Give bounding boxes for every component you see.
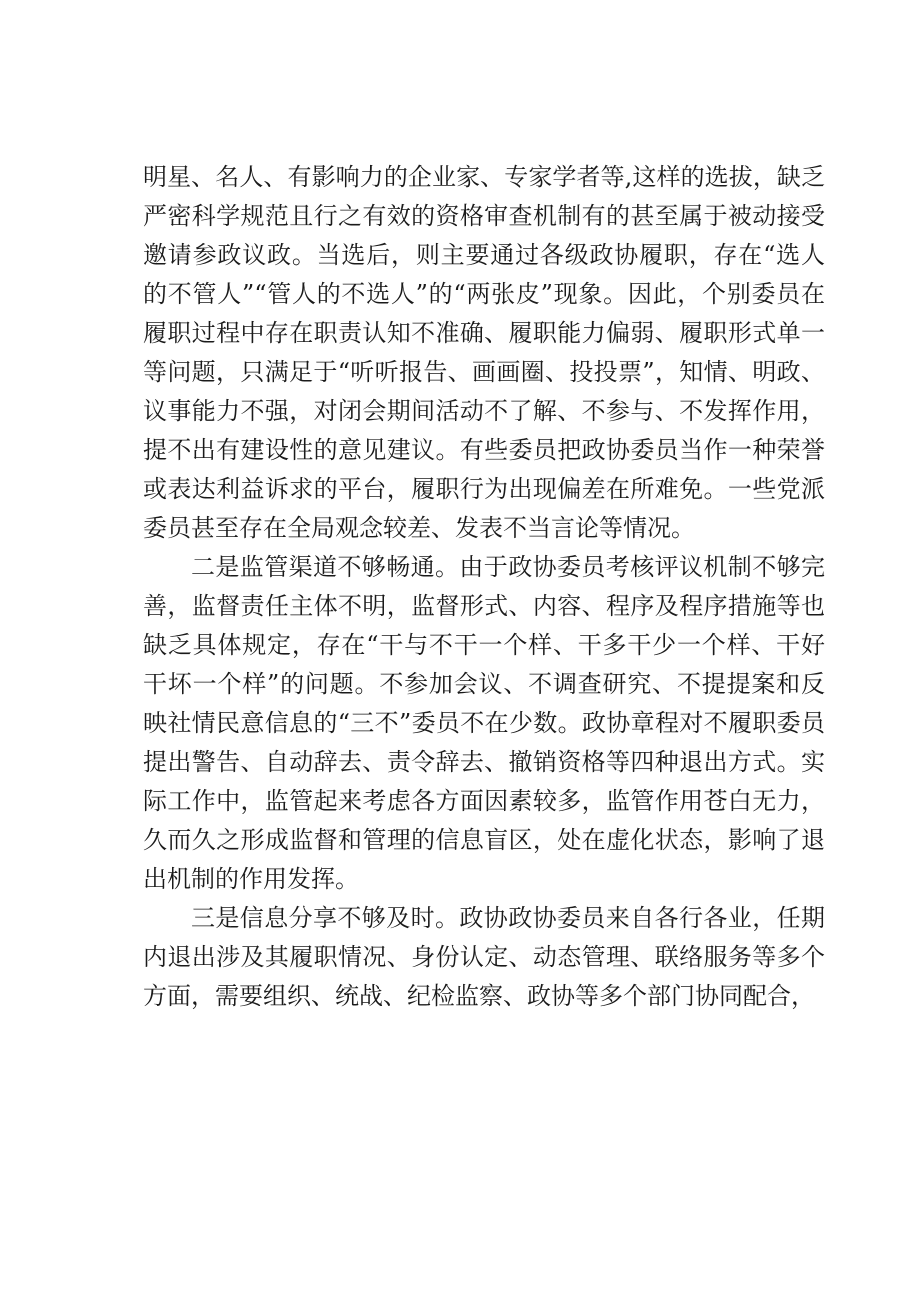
document-body: [143, 158, 825, 1016]
paragraph-supervision-channels: 二是监管渠道不够畅通。由于政协委员考核评议机制不够完善，监督责任主体不明，监督形式、内容、程序及程序措施等也缺乏具体规定，存在“干与不干一个样、干多干少一个样、干好干坏一个样”的问题。不参加会议、不调查研究、不提提案和反映社情民意信息的“三不”委员不在少数。政协章程对不履职委员提出警告、自动辞去、责令辞去、撤销资格等四种退出方式。实际工作中，监管起来考虑各方面因素较多，监管作用苍白无力，久而久之形成监督和管理的信息盲区，处在虚化状态，影响了退出机制的作用发挥。: [143, 553, 825, 893]
paragraph-continuation: 明星、名人、有影响力的企业家、专家学者等,这样的选拔，缺乏严密科学规范且行之有效的资格审查机制有的甚至属于被动接受邀请参政议政。当选后，则主要通过各级政协履职，存在“选人的不管人”“管人的不选人”的“两张皮”现象。因此，个别委员在履职过程中存在职责认知不准确、履职能力偏弱、履职形式单一等问题，只满足于“听听报告、画画圈、投投票”，知情、明政、议事能力不强，对闭会期间活动不了解、不参与、不发挥作用，提不出有建设性的意见建议。有些委员把政协委员当作一种荣誉或表达利益诉求的平台，履职行为出现偏差在所难免。一些党派委员甚至存在全局观念较差、发表不当言论等情况。: [143, 163, 825, 542]
paragraph-information-sharing: 三是信息分享不够及时。政协政协委员来自各行各业，任期内退出涉及其履职情况、身份认定、动态管理、联络服务等多个方面，需要组织、统战、纪检监察、政协等多个部门协同配合，: [143, 904, 825, 1010]
